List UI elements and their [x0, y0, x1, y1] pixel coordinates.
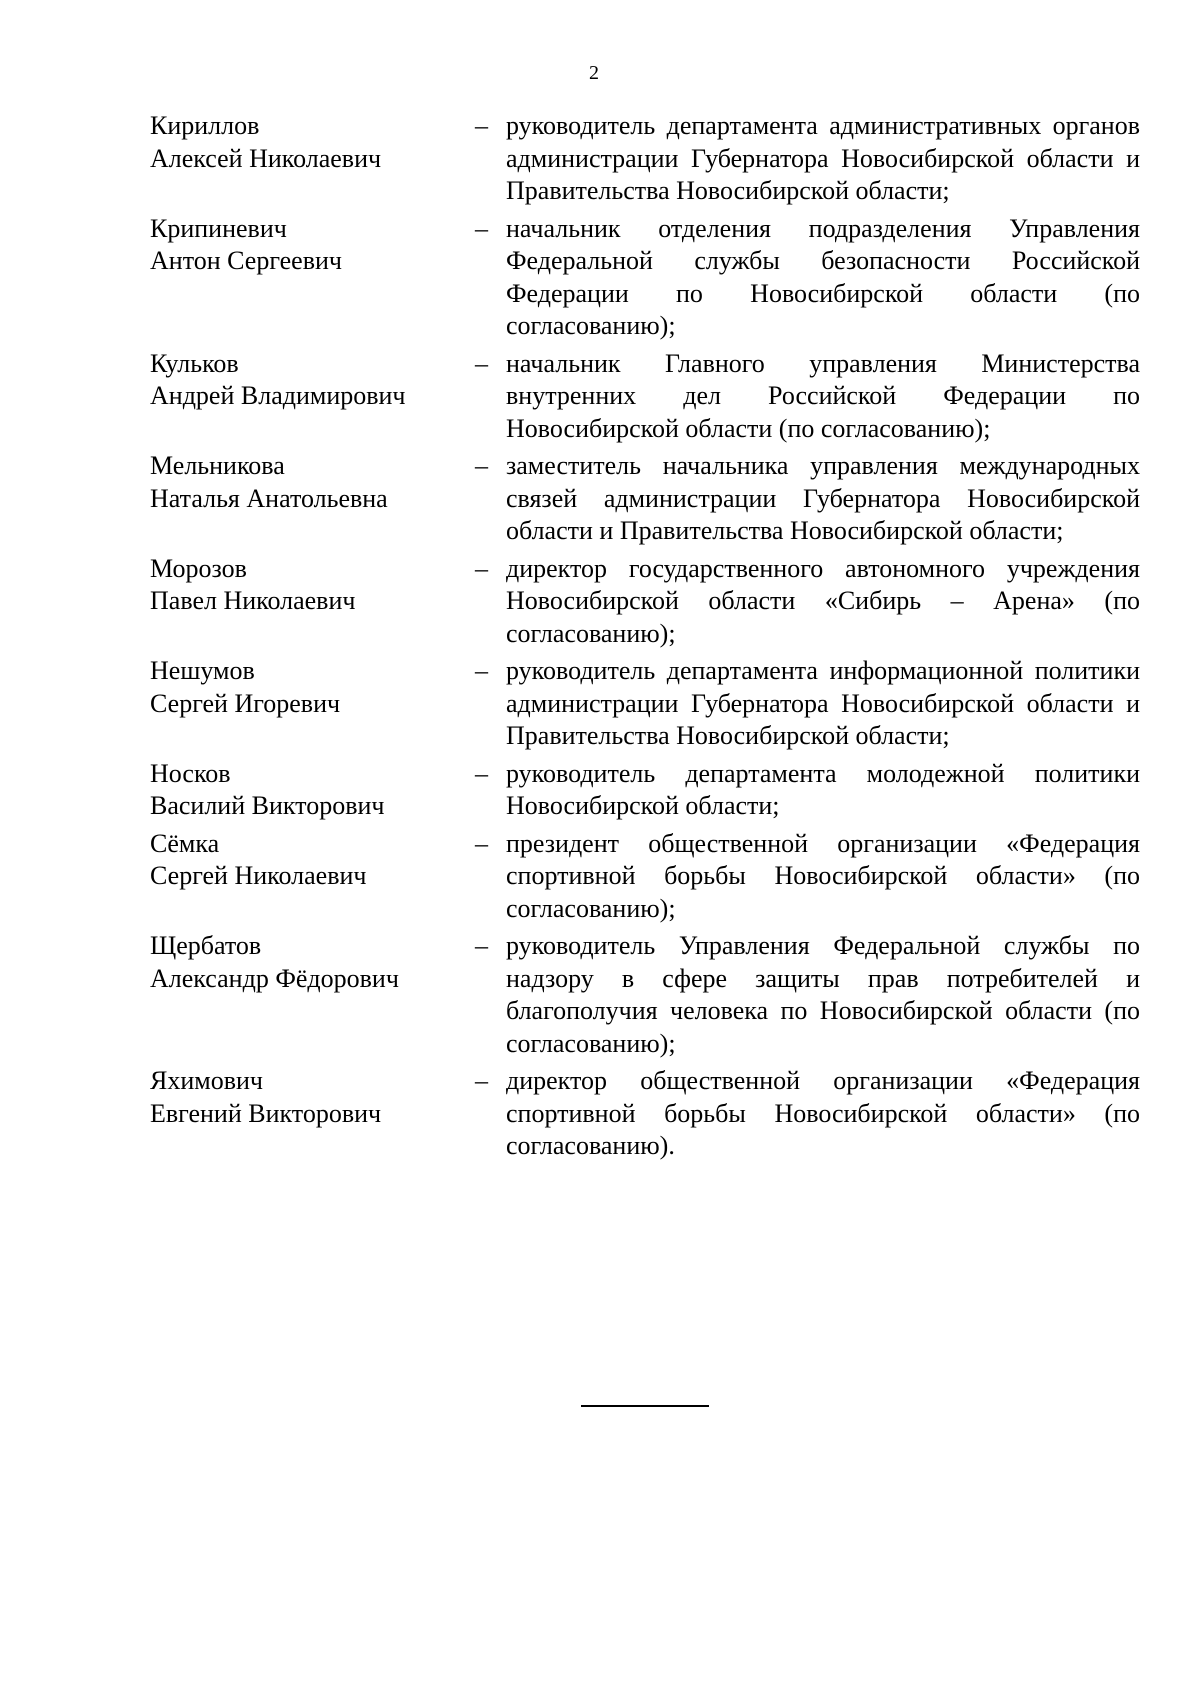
- member-dash: –: [475, 348, 488, 378]
- member-role: руководитель департамента административных органов администрации Губернатора Новосибирской области и Правительства Новосибирской области;: [506, 111, 1140, 205]
- member-dash: –: [475, 758, 488, 788]
- member-name: [150, 213, 475, 343]
- member-dash: –: [475, 656, 488, 685]
- member-name: [150, 1065, 475, 1163]
- member-role: руководитель департамента молодежной политики Новосибирской области;: [506, 758, 1140, 820]
- member-surname: Щербатов: [150, 931, 262, 960]
- member-row: [150, 110, 1140, 208]
- member-dash: –: [475, 1066, 488, 1095]
- member-role: заместитель начальника управления международных связей администрации Губернатора Новосибирской области и Правительства Новосибирской области;: [506, 451, 1140, 545]
- member-surname: Нешумов: [150, 656, 255, 685]
- member-row: [150, 450, 1140, 548]
- member-role: директор общественной организации «Федерация спортивной борьбы Новосибирской области» (по согласованию).: [506, 1066, 1140, 1160]
- member-surname: Крипиневич: [150, 213, 287, 243]
- member-list: [150, 110, 1140, 1163]
- member-given-names: Антон Сергеевич: [150, 246, 342, 275]
- member-given-names: Алексей Николаевич: [150, 143, 382, 173]
- member-row: [150, 213, 1140, 343]
- member-row: [150, 348, 1140, 446]
- member-dash: –: [475, 111, 488, 140]
- member-dash: –: [475, 931, 488, 960]
- member-given-names: Наталья Анатольевна: [150, 483, 388, 513]
- member-row: [150, 930, 1140, 1060]
- member-dash: –: [475, 553, 488, 583]
- member-name: [150, 450, 475, 548]
- member-given-names: Сергей Николаевич: [150, 861, 367, 890]
- member-given-names: Сергей Игоревич: [150, 688, 341, 718]
- member-role: начальник Главного управления Министерства внутренних дел Российской Федерации по Новосибирской области (по согласованию);: [506, 348, 1140, 443]
- member-given-names: Евгений Викторович: [150, 1098, 382, 1128]
- member-row: [150, 553, 1140, 651]
- member-name: [150, 758, 475, 823]
- member-role: директор государственного автономного учреждения Новосибирской области «Сибирь – Арена» (по согласованию);: [506, 553, 1140, 648]
- member-row: [150, 758, 1140, 823]
- member-name: [150, 828, 475, 926]
- end-of-list-rule: [581, 1405, 709, 1407]
- member-row: [150, 1065, 1140, 1163]
- member-given-names: Александр Фёдорович: [150, 963, 399, 993]
- member-name: [150, 348, 475, 446]
- member-role: руководитель Управления Федеральной службы по надзору в сфере защиты прав потребителей и благополучия человека по Новосибирской области (по согласованию);: [506, 931, 1140, 1058]
- member-role: начальник отделения подразделения Управления Федеральной службы безопасности Российской Федерации по Новосибирской области (по согласованию);: [506, 213, 1140, 340]
- member-role: президент общественной организации «Федерация спортивной борьбы Новосибирской области» (по согласованию);: [506, 828, 1140, 923]
- member-given-names: Василий Викторович: [150, 791, 385, 820]
- member-surname: Кульков: [150, 348, 239, 378]
- member-surname: Яхимович: [150, 1066, 263, 1095]
- member-surname: Сёмка: [150, 828, 220, 858]
- member-name: [150, 930, 475, 1060]
- page-number: 2: [589, 62, 599, 84]
- member-row: [150, 828, 1140, 926]
- member-surname: Кириллов: [150, 111, 260, 140]
- member-dash: –: [475, 828, 488, 858]
- member-dash: –: [475, 451, 488, 480]
- member-name: [150, 110, 475, 208]
- member-row: [150, 655, 1140, 753]
- member-surname: Носков: [150, 758, 231, 788]
- member-dash: –: [475, 213, 488, 243]
- member-surname: Морозов: [150, 553, 247, 583]
- member-name: [150, 655, 475, 753]
- member-name: [150, 553, 475, 651]
- member-role: руководитель департамента информационной политики администрации Губернатора Новосибирской области и Правительства Новосибирской области;: [506, 656, 1140, 750]
- member-given-names: Андрей Владимирович: [150, 381, 406, 410]
- member-given-names: Павел Николаевич: [150, 586, 356, 615]
- member-surname: Мельникова: [150, 451, 285, 480]
